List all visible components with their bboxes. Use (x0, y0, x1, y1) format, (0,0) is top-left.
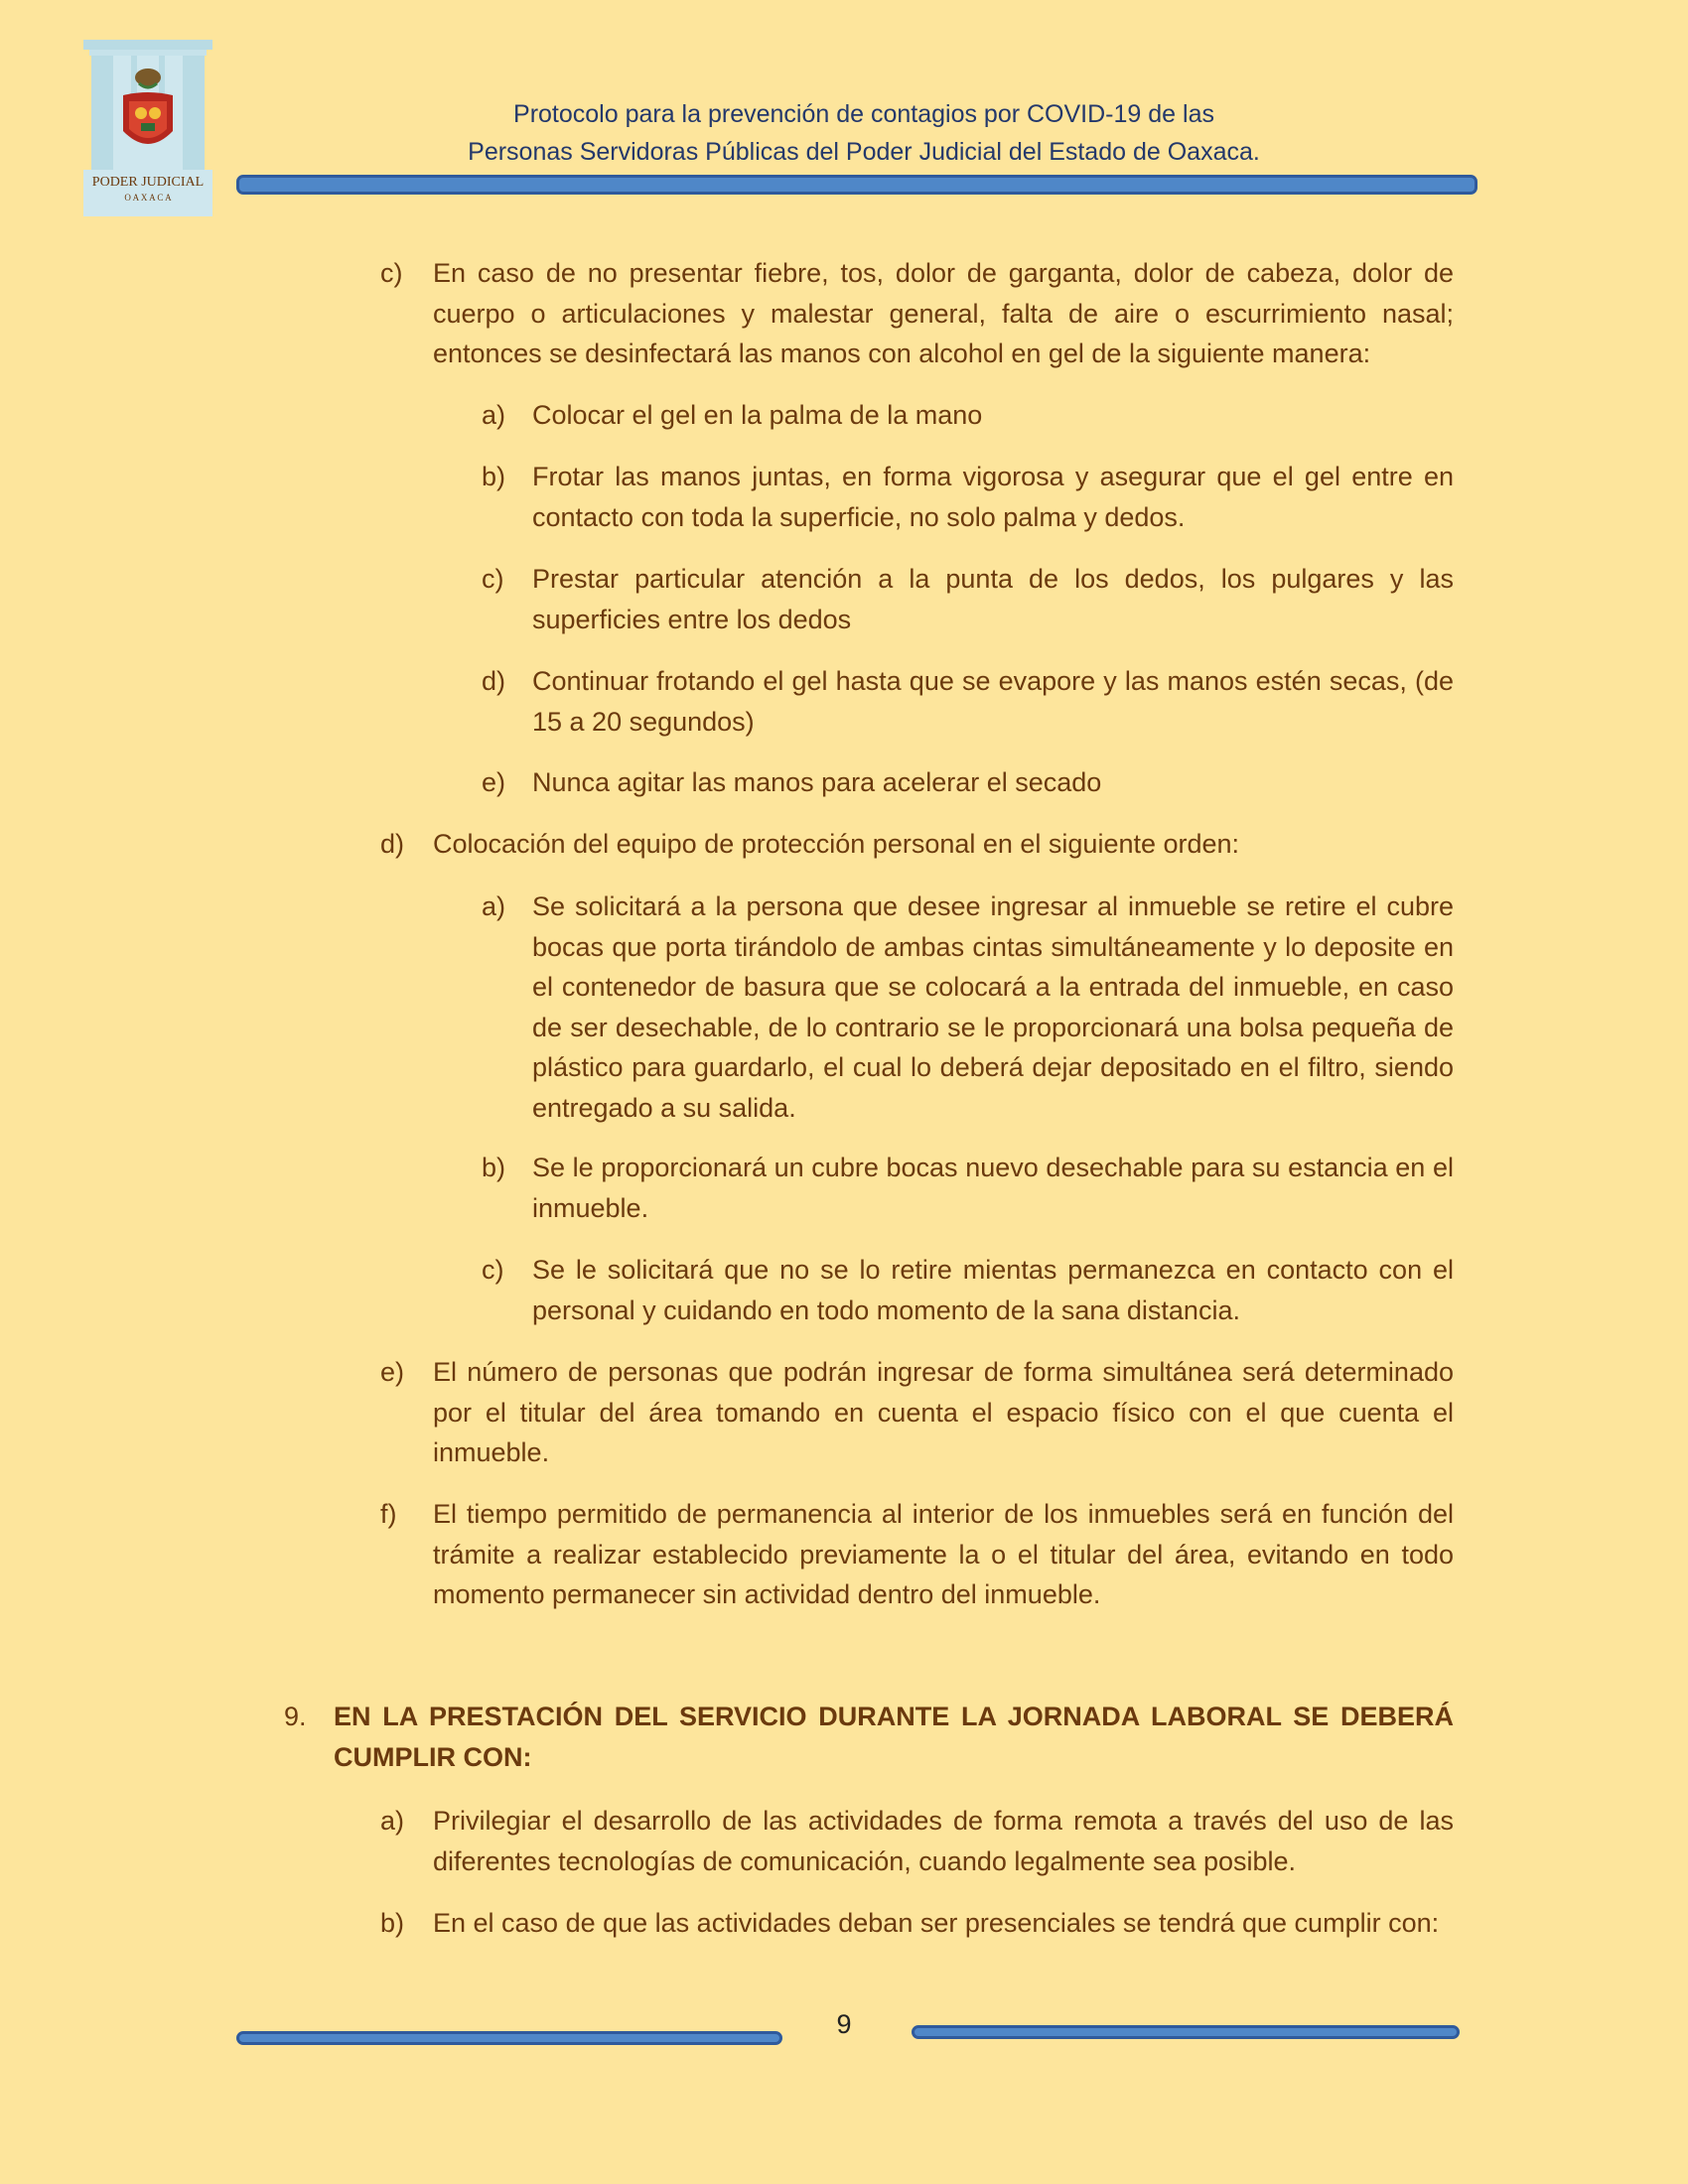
list-item-text: Continuar frotando el gel hasta que se evapore y las manos estén secas, (de 15 a 20 segundos) (532, 666, 1454, 737)
list-marker: a) (482, 400, 506, 430)
list-item-text: Se solicitará a la persona que desee ingresar al inmueble se retire el cubre bocas que porta tirándolo de ambas cintas simultáneamente y lo deposite en el contenedor de basura que se colocará a la entrada del inmueble, en caso de ser desechable, de lo contrario se le proporcionará una bolsa pequeña de plástico para guardarlo, el cual lo deberá dejar depositado en el filtro, siendo entregado a su salida. (532, 891, 1454, 1123)
logo-text: PODER JUDICIAL (91, 175, 205, 190)
footer-rule-right (912, 2025, 1460, 2039)
list-item-text: Frotar las manos juntas, en forma vigorosa y asegurar que el gel entre en contacto con toda la superficie, no solo palma y dedos. (532, 462, 1454, 532)
list-marker: c) (482, 1255, 504, 1285)
list-marker: f) (380, 1499, 397, 1529)
header-rule (236, 175, 1477, 195)
section-9-item-a (380, 1801, 1454, 1881)
list-marker: d) (482, 666, 506, 696)
list-item-text: Colocar el gel en la palma de la mano (532, 400, 983, 430)
list-item-text: Prestar particular atención a la punta de los dedos, los pulgares y las superficies entre los dedos (532, 564, 1454, 634)
list-item-text: Se le solicitará que no se lo retire mientas permanezca en contacto con el personal y cuidando en todo momento de la sana distancia. (532, 1255, 1454, 1325)
subitem-c-e (482, 762, 1454, 803)
document-title (298, 95, 1430, 171)
list-item-d (380, 824, 1454, 865)
list-marker: e) (482, 767, 506, 797)
list-marker: b) (482, 462, 506, 491)
section-9-item-b (380, 1903, 1454, 1944)
list-item-text: En caso de no presentar fiebre, tos, dolor de garganta, dolor de cabeza, dolor de cuerpo o articulaciones y malestar general, falta de aire o escurrimiento nasal; entonces se desinfectará las manos con alcohol en gel de la siguiente manera: (433, 258, 1454, 368)
list-item-text: Nunca agitar las manos para acelerar el secado (532, 767, 1102, 797)
subitem-c-c (482, 559, 1454, 639)
list-item-f (380, 1494, 1454, 1615)
subitem-c-d (482, 661, 1454, 742)
list-marker: a) (482, 891, 506, 921)
subitem-c-b (482, 457, 1454, 537)
list-item-text: Colocación del equipo de protección personal en el siguiente orden: (433, 829, 1240, 859)
subitem-d-c (482, 1250, 1454, 1330)
subitem-c-a (482, 395, 1454, 436)
list-item-text: El tiempo permitido de permanencia al interior de los inmuebles será en función del trámite a realizar establecido previamente la o el titular del área, evitando en todo momento permanecer sin actividad dentro del inmueble. (433, 1499, 1454, 1609)
subitem-d-a (482, 887, 1454, 1128)
list-item-c (380, 253, 1454, 374)
poder-judicial-logo (83, 40, 212, 216)
section-9-heading (284, 1697, 1454, 1777)
section-heading-text: EN LA PRESTACIÓN DEL SERVICIO DURANTE LA JORNADA LABORAL SE DEBERÁ CUMPLIR CON: (334, 1702, 1454, 1772)
footer-rule-left (236, 2031, 782, 2045)
list-marker: a) (380, 1806, 405, 1836)
list-item-text: El número de personas que podrán ingresar de forma simultánea será determinado por el titular del área tomando en cuenta el espacio físico con el que cuenta el inmueble. (433, 1357, 1454, 1467)
title-line-2: Personas Servidoras Públicas del Poder Judicial del Estado de Oaxaca. (468, 138, 1260, 166)
list-item-text: En el caso de que las actividades deban ser presenciales se tendrá que cumplir con: (433, 1908, 1440, 1938)
list-marker: c) (380, 258, 403, 288)
list-marker: e) (380, 1357, 405, 1387)
logo-subtext: O A X A C A (124, 193, 172, 203)
list-marker: c) (482, 564, 504, 594)
list-marker: b) (482, 1153, 506, 1182)
section-number: 9. (284, 1702, 307, 1731)
title-line-1: Protocolo para la prevención de contagios por COVID-19 de las (513, 100, 1214, 128)
page-number: 9 (836, 2009, 852, 2039)
list-marker: b) (380, 1908, 405, 1938)
list-item-e (380, 1352, 1454, 1473)
subitem-d-b (482, 1148, 1454, 1228)
list-item-text: Se le proporcionará un cubre bocas nuevo desechable para su estancia en el inmueble. (532, 1153, 1454, 1223)
list-item-text: Privilegiar el desarrollo de las actividades de forma remota a través del uso de las diferentes tecnologías de comunicación, cuando legalmente sea posible. (433, 1806, 1454, 1876)
list-marker: d) (380, 829, 405, 859)
